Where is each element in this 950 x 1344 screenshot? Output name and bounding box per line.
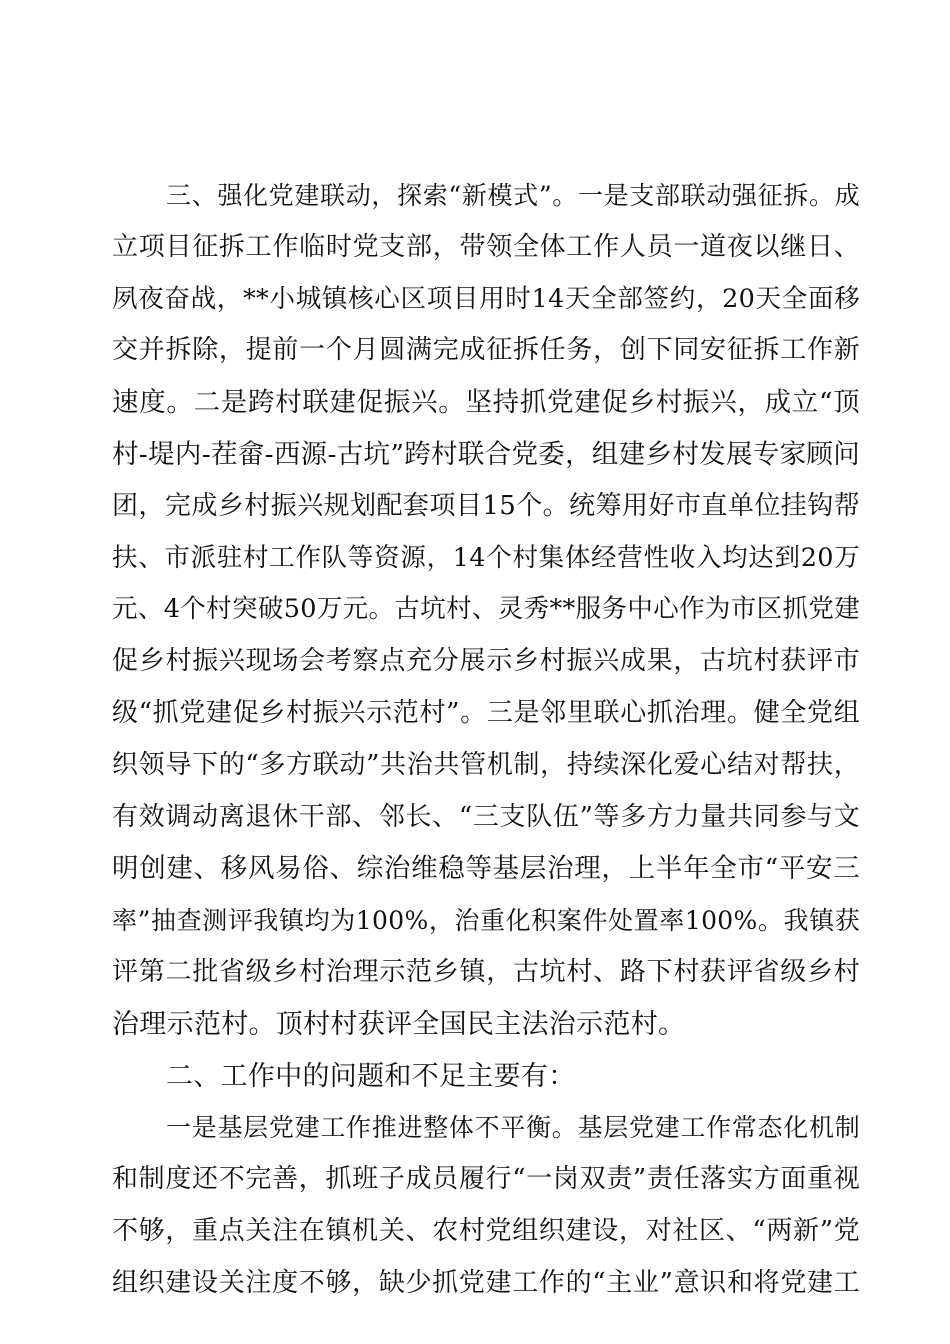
paragraph-line: 治理示范村。顶村村获评全国民主法治示范村。 [112,1008,686,1040]
paragraph-line: 率”抽查测评我镇均为100%，治重化积案件处置率100%。我镇获 [112,906,860,936]
paragraph-line: 交并拆除，提前一个月圆满完成征拆任务，创下同安征拆工作新 [112,335,860,366]
paragraph-line: 速度。二是跨村联建促振兴。坚持抓党建促乡村振兴，成立“顶 [112,387,860,419]
body-text [112,170,860,1310]
paragraph-line: 立项目征拆工作临时党支部，带领全体工作人员一道夜以继日、 [112,231,860,262]
paragraph-line: 和制度还不完善，抓班子成员履行“一岗双责”责任落实方面重视 [112,1164,860,1195]
paragraph-line: 元、4个村突破50万元。古坑村、灵秀**服务中心作为市区抓党建 [112,594,860,625]
paragraph-line: 促乡村振兴现场会考察点充分展示乡村振兴成果，古坑村获评市 [112,646,860,677]
paragraph-line: 不够，重点关注在镇机关、农村党组织建设，对社区、“两新”党 [112,1215,860,1246]
paragraph-line: 村-堤内-茬畲-西源-古坑”跨村联合党委，组建乡村发展专家顾问 [112,438,860,470]
paragraph-line: 组织建设关注度不够，缺少抓党建工作的“主业”意识和将党建工 [112,1267,860,1298]
paragraph-line: 有效调动离退休干部、邻长、“三支队伍”等多方力量共同参与文 [112,801,860,832]
paragraph-line: 明创建、移风易俗、综治维稳等基层治理，上半年全市“平安三 [112,853,860,885]
paragraph-line: 一是基层党建工作推进整体不平衡。基层党建工作常态化机制 [166,1113,860,1143]
paragraph-line: 夙夜奋战，**小城镇核心区项目用时14天全部签约，20天全面移 [112,283,860,314]
paragraph-line: 织领导下的“多方联动”共治共管机制，持续深化爱心结对帮扶， [112,749,860,780]
paragraph-line: 三、强化党建联动，探索“新模式”。一是支部联动强征拆。成 [166,181,860,210]
section-heading: 二、工作中的问题和不足主要有： [166,1060,576,1092]
paragraph-line: 扶、市派驻村工作队等资源，14个村集体经营性收入均达到20万 [112,542,860,573]
paragraph-line: 团，完成乡村振兴规划配套项目15个。统筹用好市直单位挂钩帮 [112,490,860,521]
paragraph-line: 评第二批省级乡村治理示范乡镇，古坑村、路下村获评省级乡村 [112,956,860,987]
paragraph-line: 级“抓党建促乡村振兴示范村”。三是邻里联心抓治理。健全党组 [112,697,860,728]
